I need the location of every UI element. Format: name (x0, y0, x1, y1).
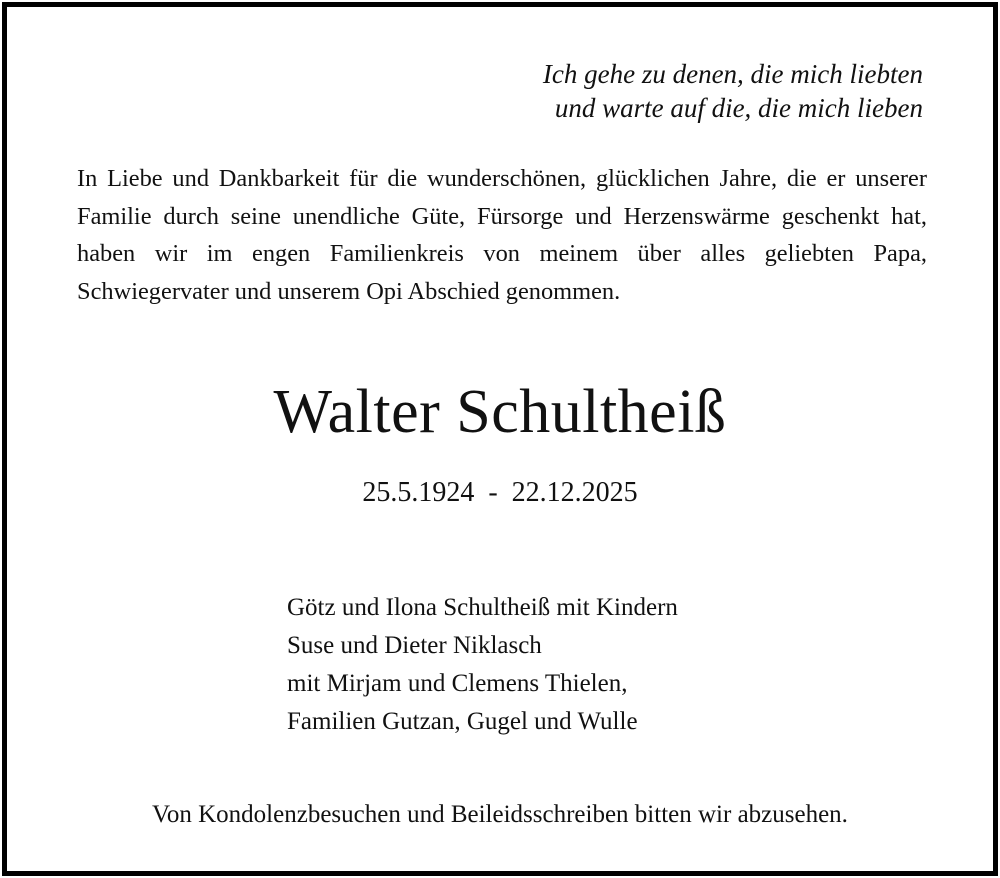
closing-note: Von Kondolenzbesuchen und Beileidsschreiben bitten wir abzusehen. (152, 801, 848, 828)
deceased-name: Walter Schultheiß (273, 378, 727, 446)
family-line-2: Suse und Dieter Niklasch (287, 632, 542, 659)
quote-line-1: Ich gehe zu denen, die mich liebten (542, 59, 923, 89)
quote-line-2: und warte auf die, die mich lieben (554, 93, 923, 123)
life-dates: 25.5.1924 - 22.12.2025 (362, 477, 638, 508)
family-line-1: Götz und Ilona Schultheiß mit Kindern (287, 594, 678, 621)
family-line-3: mit Mirjam und Clemens Thielen, (287, 670, 628, 697)
family-signatures (287, 589, 678, 741)
obituary-frame (2, 2, 998, 876)
memorial-quote (543, 57, 923, 125)
family-line-4: Familien Gutzan, Gugel und Wulle (287, 708, 638, 735)
intro-paragraph: In Liebe und Dankbarkeit für die wunderschönen, glücklichen Jahre, die er unserer Familie durch seine unendliche Güte, Fürsorge und Herzenswärme geschenkt hat, haben wir im engen Familienkreis von meinem über alles geliebten Papa, Schwiegervater und unserem Opi Abschied genommen. (77, 165, 927, 305)
